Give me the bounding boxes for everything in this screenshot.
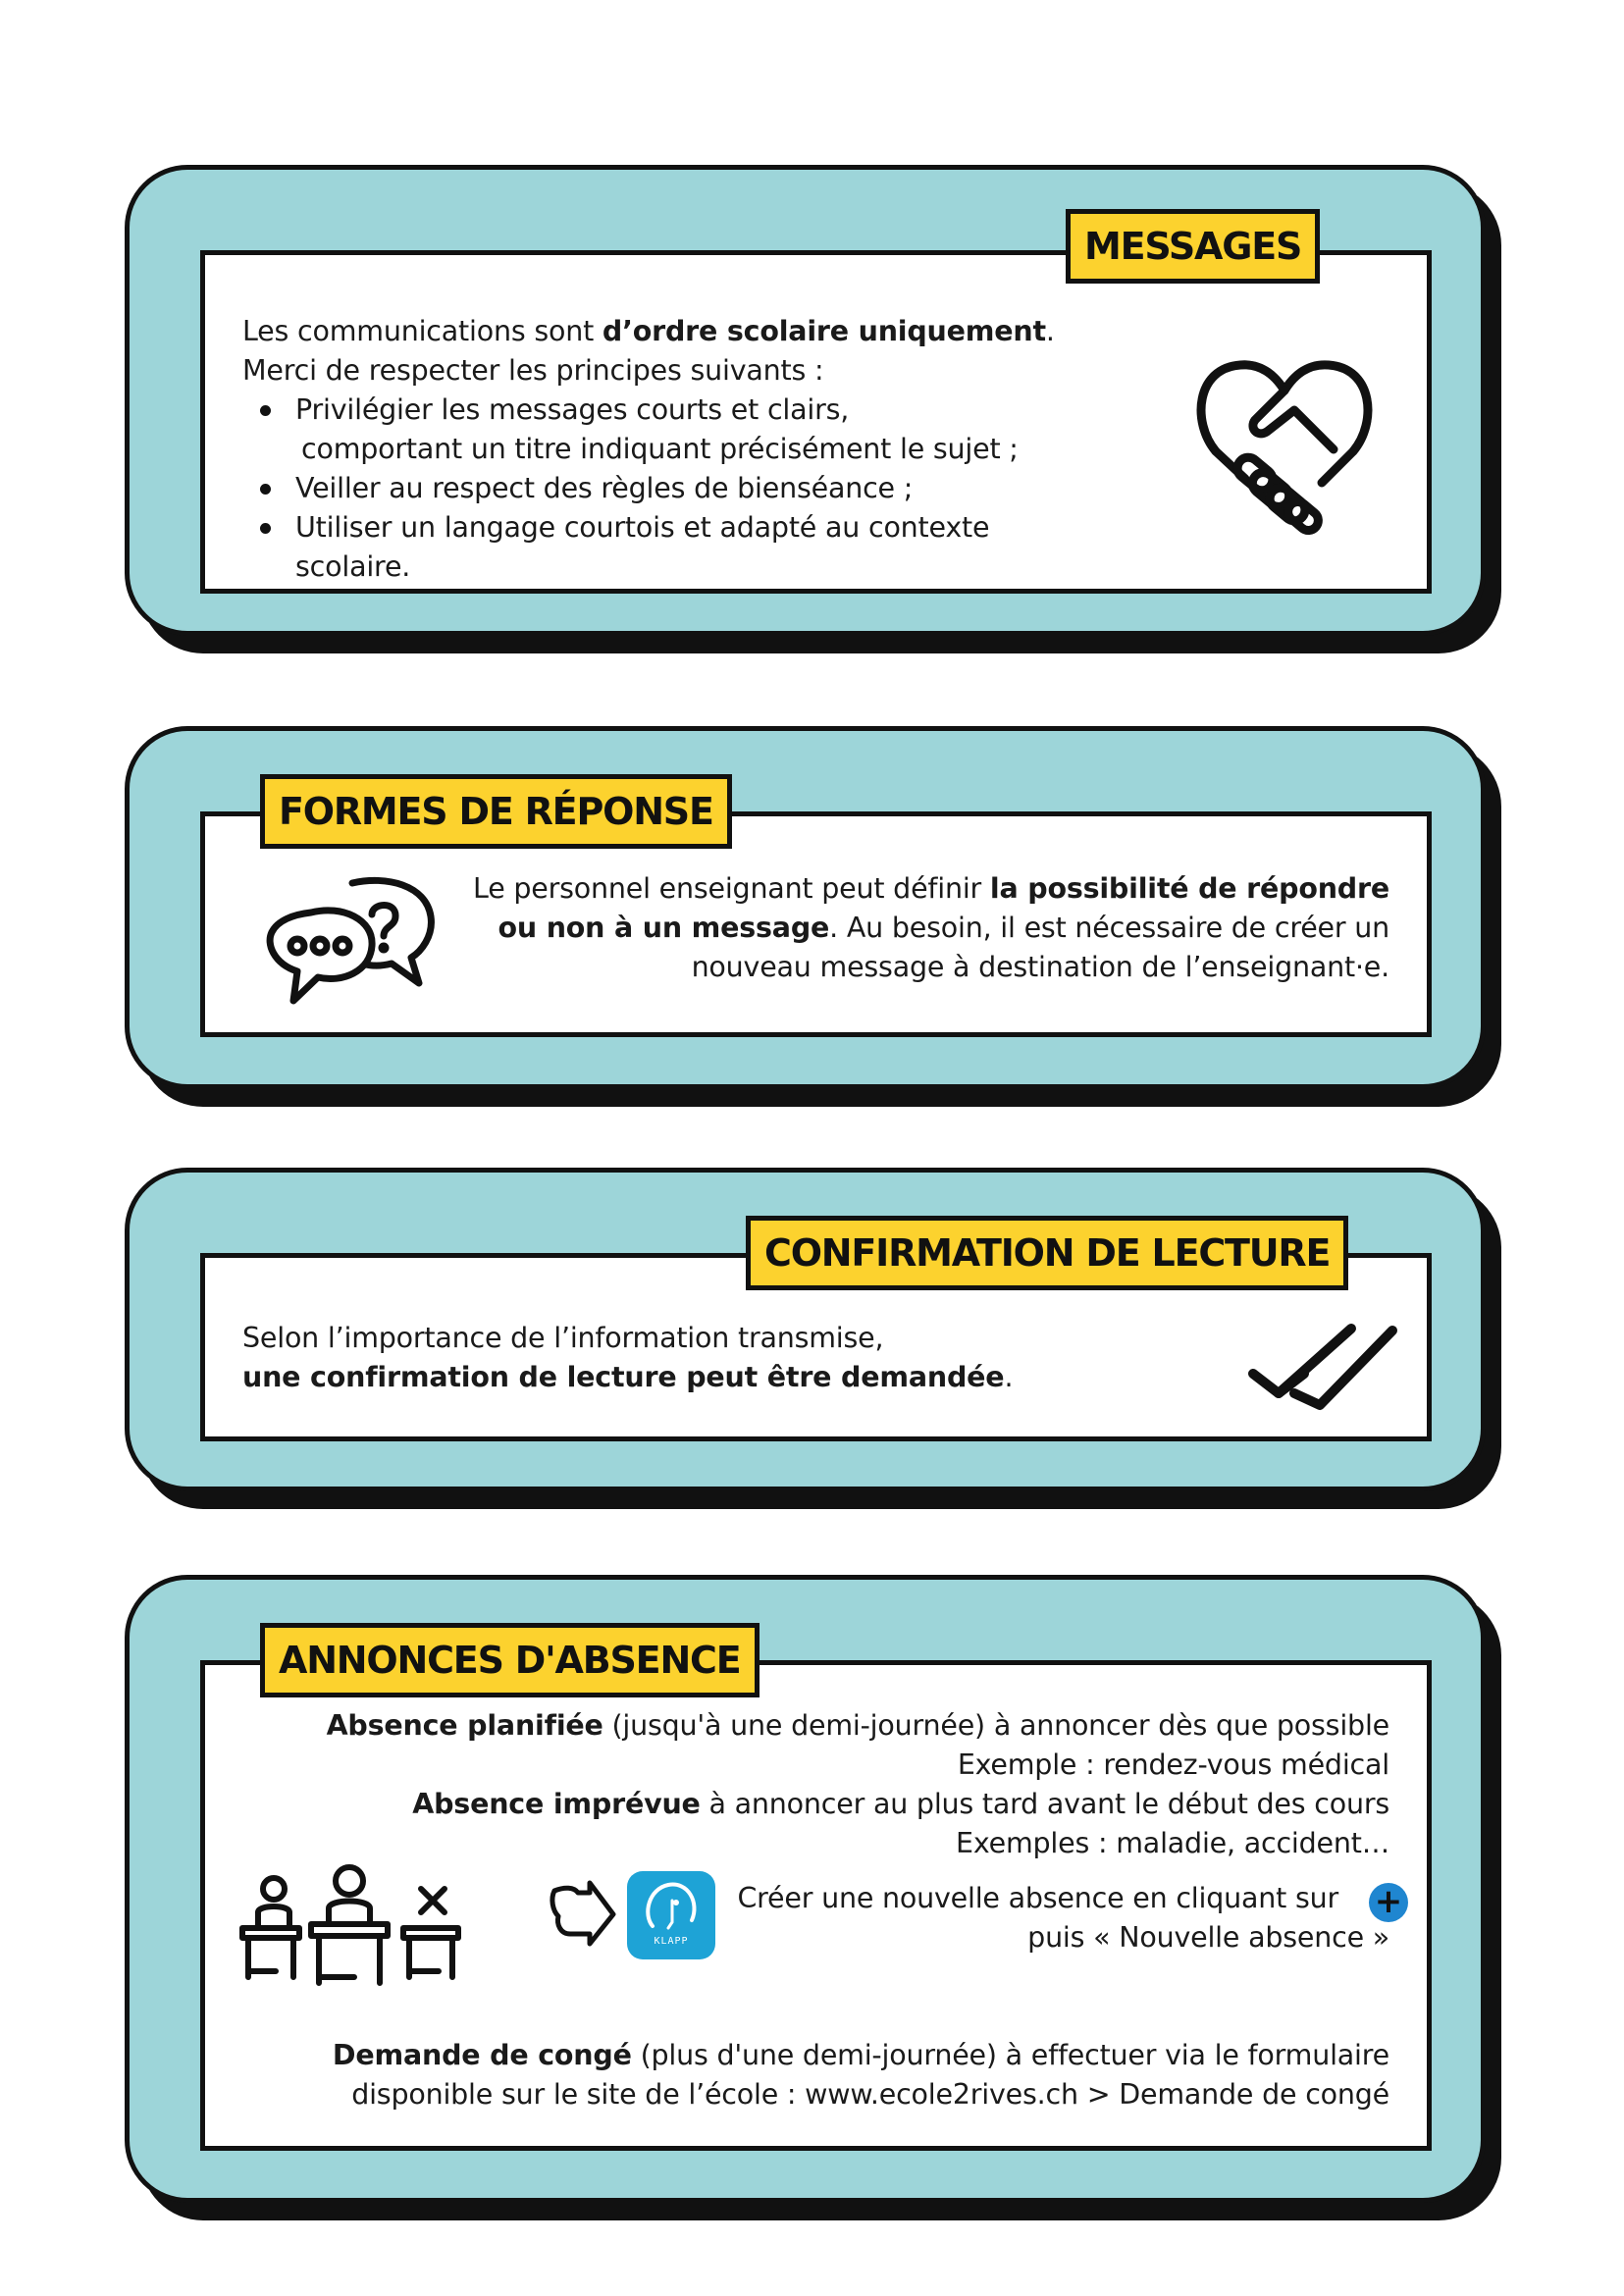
conge-text: Demande de congé (plus d'une demi-journée) à effectuer via le formulaire disponible sur le site de l’école : www.ecole2rives.ch > Demande de congé	[332, 2039, 1389, 2111]
list-item: Privilégier les messages courts et clairs,	[242, 391, 1106, 430]
messages-title: MESSAGES	[1066, 209, 1320, 284]
arrow-icon	[549, 1881, 617, 1950]
list-item-continued: comportant un titre indiquant précisément le sujet ;	[301, 433, 1019, 465]
double-check-icon	[1245, 1317, 1412, 1415]
reponse-title: FORMES DE RÉPONSE	[260, 774, 732, 849]
messages-text: Les communications sont d’ordre scolaire uniquement. Merci de respecter les principes suivants : Privilégier les messages courts et clairs, comportant un titre indiquant précisément le sujet ; Veiller au respect des règles de bienséance ; Utiliser un langage courtois et adapté au contexte scolaire.	[242, 312, 1106, 587]
lecture-text: Selon l’importance de l’information transmise, une confirmation de lecture peut être demandée.	[242, 1322, 1014, 1393]
absence-card	[125, 1575, 1486, 2203]
absence-panel	[200, 1660, 1432, 2151]
reponse-text: Le personnel enseignant peut définir la possibilité de répondre ou non à un message. Au besoin, il est nécessaire de créer un nouveau message à destination de l’enseignant·e.	[473, 872, 1389, 983]
reponse-card	[125, 726, 1486, 1089]
classroom-desks-icon	[236, 1861, 462, 1989]
plus-button-icon[interactable]: +	[1369, 1883, 1408, 1922]
absence-title: ANNONCES D'ABSENCE	[260, 1623, 760, 1697]
klapp-instructions: Créer une nouvelle absence en cliquant sur	[737, 1882, 1338, 1914]
lecture-card	[125, 1168, 1486, 1491]
lecture-title: CONFIRMATION DE LECTURE	[746, 1216, 1348, 1290]
list-item: Veiller au respect des règles de bienséance ;	[242, 469, 1106, 508]
handshake-heart-icon	[1186, 353, 1383, 540]
list-item: Utiliser un langage courtois et adapté au contexte scolaire.	[242, 508, 1106, 587]
klapp-logo-text: KLAPP	[654, 1936, 689, 1947]
klapp-instructions-2: puis « Nouvelle absence »	[1027, 1921, 1389, 1954]
messages-panel	[200, 250, 1432, 594]
absence-text: Absence planifiée (jusqu'à une demi-journée) à annoncer dès que possible Exemple : rendez-vous médical Absence imprévue à annoncer au plus tard avant le début des cours Exemples : maladie, accident…	[326, 1709, 1389, 1859]
messages-card	[125, 165, 1486, 636]
